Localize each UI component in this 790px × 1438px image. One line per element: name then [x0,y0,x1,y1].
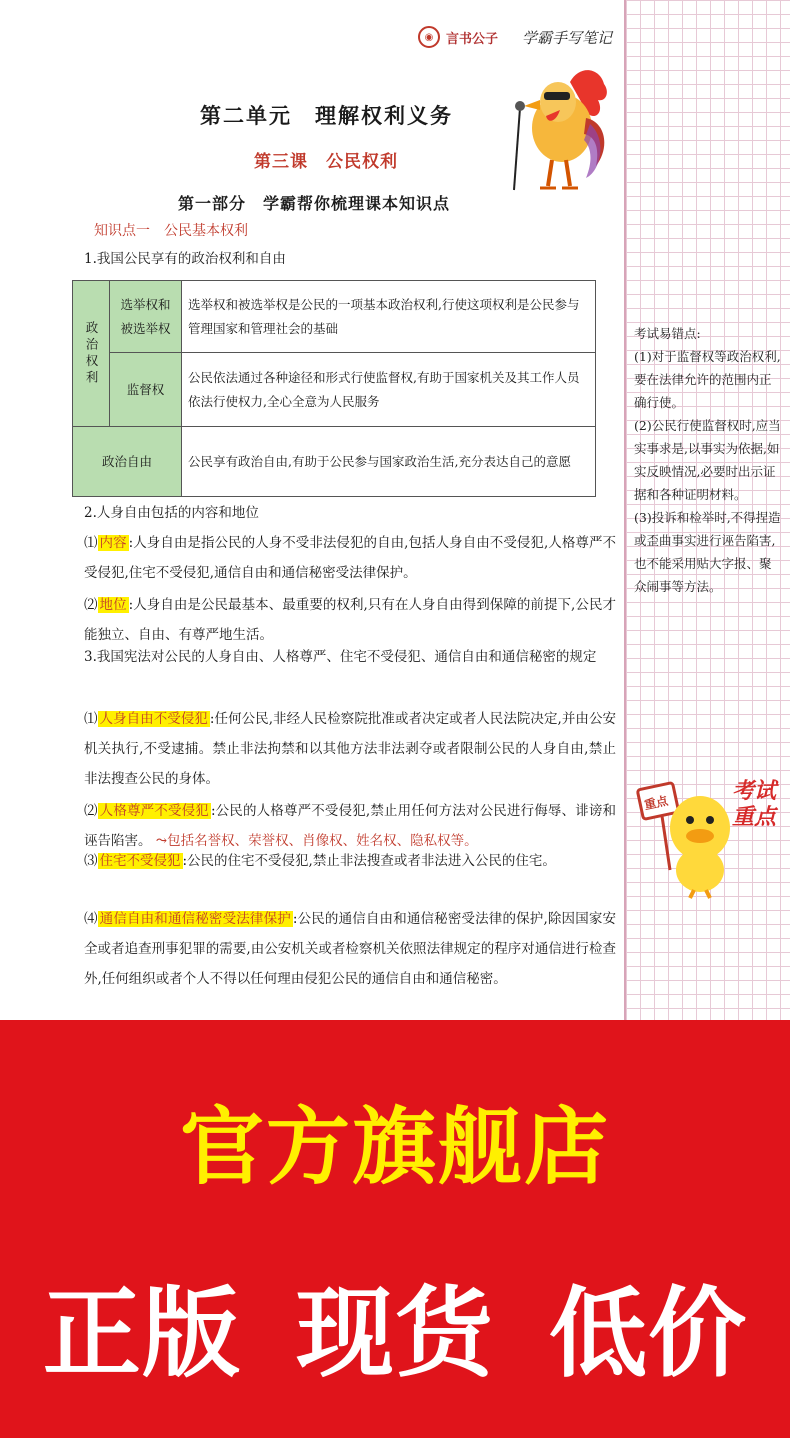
para-number: ⑵ [84,803,98,819]
handwritten-note: 包括名誉权、荣誉权、肖像权、姓名权、隐私权等。 [167,833,478,849]
row-name-cell [110,281,182,353]
section2-para1 [84,528,616,588]
lesson-title: 第三课 公民权利 [254,152,398,172]
brand-logo-text: 言书公子 [446,31,499,47]
section3-para1 [84,704,616,794]
row-desc: 公民依法通过各种途径和形式行使监督权,有助于国家机关及其工作人员依法行使权力,全心全意为人民服务 [188,369,580,409]
section3-para3 [84,846,616,876]
section3-para4 [84,904,616,994]
para-number: ⑴ [84,535,98,551]
handwritten-arrow-icon: ⤳ [155,833,168,849]
side-notes [634,322,782,598]
section1-title: 1.我国公民享有的政治权利和自由 [84,251,286,267]
section2-para2 [84,590,616,650]
keyword-highlight: 内容 [99,535,127,551]
section3-title: 3.我国宪法对公民的人身自由、人格尊严、住宅不受侵犯、通信自由和通信秘密的规定 [84,649,597,665]
keyword-highlight: 住宅不受侵犯 [99,853,181,869]
row-desc-cell [182,427,596,497]
keyword-highlight: 通信自由和通信秘密受法律保护 [99,911,291,927]
keyword-highlight: 地位 [99,597,127,613]
row-name: 政治自由 [101,453,152,469]
row-desc: 公民享有政治自由,有助于公民参与国家政治生活,充分表达自己的意愿 [188,453,571,469]
row-desc-cell [182,281,596,353]
table-row [73,427,596,497]
exam-focus-badge: 考试重点 [732,778,777,830]
row-name: 选举权和被选举权 [120,296,171,336]
para-text: :人身自由是公民最基本、最重要的权利,只有在人身自由得到保障的前提下,公民才能独立、自由、有尊严地生活。 [84,597,616,643]
brand-header [418,26,612,48]
banner-line2: 正版 现货 低价 [42,1277,748,1391]
table-row [73,281,596,353]
para-text: :公民的通信自由和通信秘密受法律的保护,除因国家安全或者追查刑事犯罪的需要,由公安机关或者检察机关依照法律规定的程序对通信进行检查外,任何组织或者个人不得以任何理由侵犯公民的通信自由和通信秘密。 [84,911,617,987]
unit-title: 第二单元 理解权利义务 [200,103,453,128]
row-desc: 选举权和被选举权是公民的一项基本政治权利,行使这项权利是公民参与管理国家和管理社会的基础 [188,296,580,336]
group-label: 政治权利 [84,320,99,387]
part-title: 第一部分 学霸帮你梳理课本知识点 [178,194,451,213]
para-text: :任何公民,非经人民检察院批准或者决定或者人民法院决定,并由公安机关执行,不受逮捕。禁止非法拘禁和以其他方法非法剥夺或者限制公民的人身自由,禁止非法搜查公民的身体。 [84,711,616,787]
group-label-cell [73,281,110,427]
row-name-cell [73,427,182,497]
side-note: (2)公民行使监督权时,应当实事求是,以事实为依据,如实反映情况,必要时出示证据和各种证明材料。 [634,418,781,502]
series-title: 学霸手写笔记 [522,28,613,47]
keyword-highlight: 人格尊严不受侵犯 [99,803,209,819]
para-text: :公民的人格尊严不受侵犯,禁止用任何方法对公民进行侮辱、诽谤和诬告陷害。 [84,803,617,849]
para-number: ⑶ [84,853,98,869]
knowledge-point-title: 知识点一 公民基本权利 [94,223,248,239]
para-text: :人身自由是指公民的人身不受非法侵犯的自由,包括人身自由不受侵犯,人格尊严不受侵犯,住宅不受侵犯,通信自由和通信秘密受法律保护。 [84,535,616,581]
para-text: :公民的住宅不受侵犯,禁止非法搜查或者非法进入公民的住宅。 [182,853,556,869]
side-heading: 考试易错点: [634,326,701,341]
row-name-cell [110,353,182,427]
para-number: ⑷ [84,911,98,927]
para-number: ⑵ [84,597,98,613]
side-note: (3)投诉和检举时,不得捏造或歪曲事实进行诬告陷害,也不能采用贴大字报、聚众闹事等方法。 [634,510,781,594]
banner-line1: 官方旗舰店 [179,1098,610,1196]
section2-title: 2.人身自由包括的内容和地位 [84,505,259,521]
rooster-mascot-icon [500,62,612,194]
political-rights-table [72,280,596,497]
row-desc-cell [182,353,596,427]
keyword-highlight: 人身自由不受侵犯 [99,711,208,727]
side-note: (1)对于监督权等政治权利,要在法律允许的范围内正确行使。 [634,349,781,410]
row-name: 监督权 [126,381,165,397]
duck-sign-text: 重点 [642,793,670,813]
brand-logo-icon: ◉ [418,26,440,48]
para-number: ⑴ [84,711,98,727]
table-row [73,353,596,427]
